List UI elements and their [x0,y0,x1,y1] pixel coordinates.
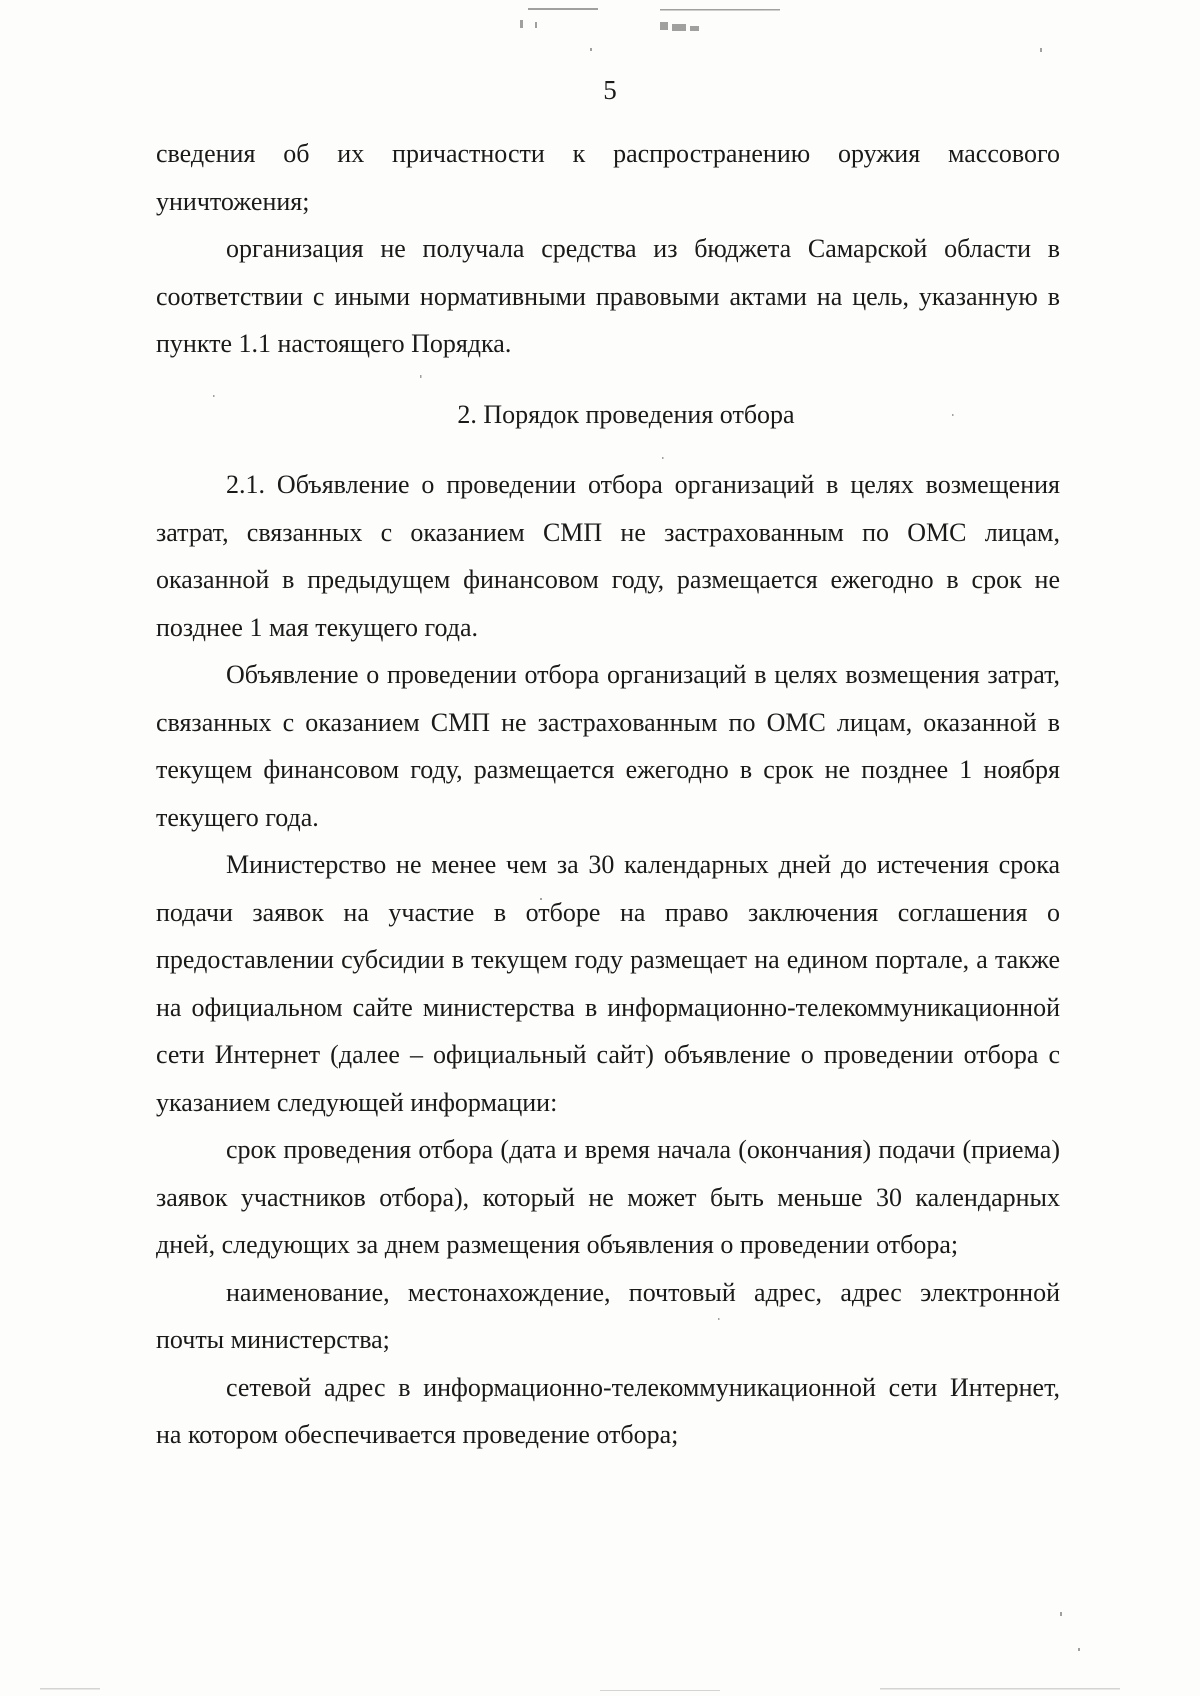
document-body [156,130,1060,1459]
paragraph-selection-period: срок проведения отбора (дата и время начала (окончания) подачи (приема) заявок участников отбора), который не может быть меньше 30 календарных дней, следующих за днем размещения объявления о проведении отбора; [156,1135,1060,1259]
page-number: 5 [603,75,617,105]
paragraph-wmd-clause: сведения об их причастности к распространению оружия массового уничтожения; [156,139,1060,216]
paragraph-ministry-contacts: наименование, местонахождение, почтовый адрес, адрес электронной почты министерства; [156,1277,1060,1354]
paragraph-announcement-current-year: Объявление о проведении отбора организаций в целях возмещения затрат, связанных с оказанием СМП не застрахованным по ОМС лицам, оказанной в текущем финансовом году, размещается ежегодно в срок не позднее 1 ноября текущего года. [156,660,1060,832]
paragraph-ministry-publication: Министерство не менее чем за 30 календарных дней до истечения срока подачи заявок на участие в отборе на право заключения соглашения о предоставлении субсидии в текущем году размещает на едином портале, а также на официальном сайте министерства в информационно-телекоммуникационной сети Интернет (далее – официальный сайт) объявление о проведении отбора с указанием следующей информации: [156,850,1060,1117]
paragraph-announcement-previous-year: 2.1. Объявление о проведении отбора организаций в целях возмещения затрат, связанных с оказанием СМП не застрахованным по ОМС лицам, оказанной в предыдущем финансовом году, размещается ежегодно в срок не позднее 1 мая текущего года. [156,470,1060,642]
paragraph-network-address: сетевой адрес в информационно-телекоммуникационной сети Интернет, на котором обеспечивается проведение отбора; [156,1372,1060,1449]
section-heading: 2. Порядок проведения отбора [457,399,795,429]
paragraph-budget-clause: организация не получала средства из бюджета Самарской области в соответствии с иными нормативными правовыми актами на цель, указанную в пункте 1.1 настоящего Порядка. [156,234,1060,358]
